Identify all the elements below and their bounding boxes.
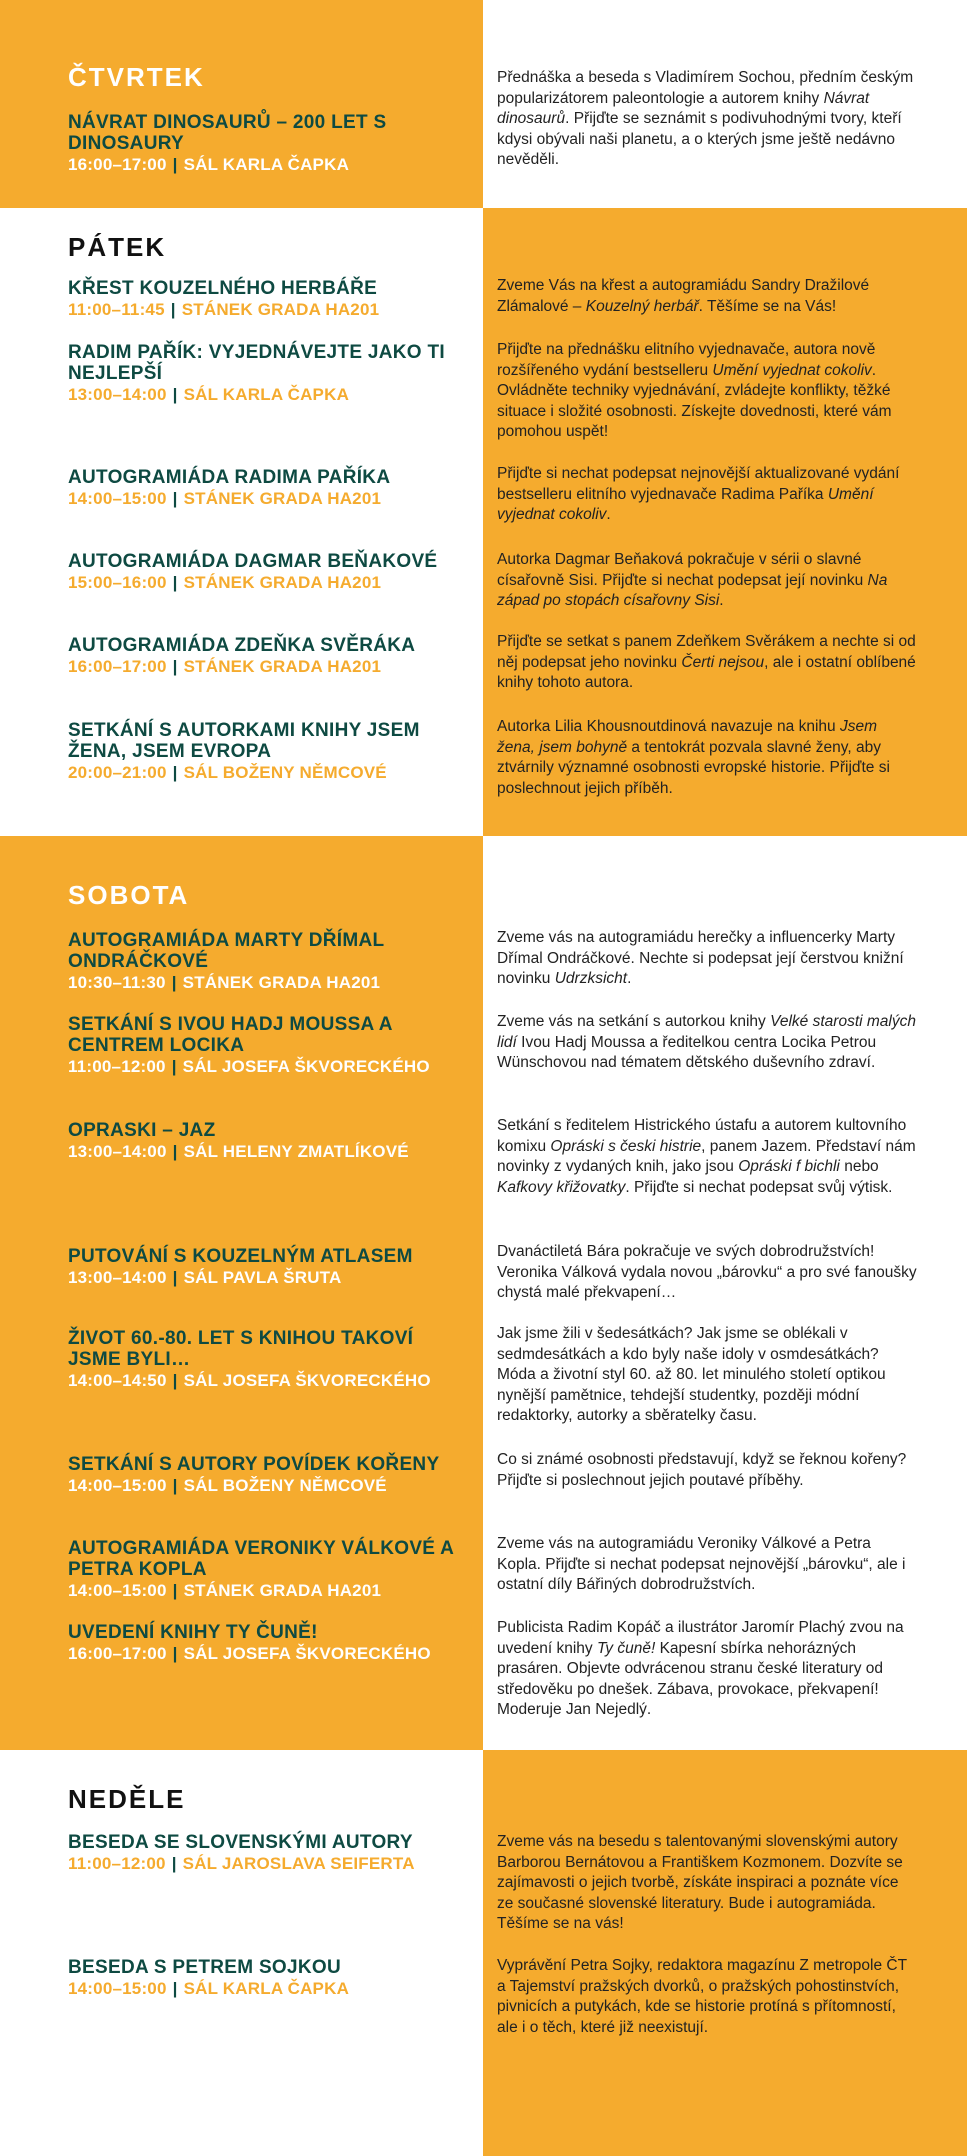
event-time: 14:00–15:00 bbox=[68, 1476, 167, 1495]
event-time: 10:30–11:30 bbox=[68, 973, 166, 992]
event-place: SÁL PAVLA ŠRUTA bbox=[183, 1268, 342, 1287]
separator: | bbox=[172, 155, 178, 174]
event-description bbox=[497, 1450, 917, 1491]
separator: | bbox=[172, 1979, 178, 1998]
event-meta bbox=[68, 299, 468, 320]
desc-text: . Těšíme se na Vás! bbox=[698, 297, 837, 315]
event-place: SÁL KARLA ČAPKA bbox=[183, 1979, 350, 1998]
day-heading: NEDĚLE bbox=[68, 1784, 186, 1814]
desc-text: Dvanáctiletá Bára pokračuje ve svých dobrodružstvích! Veronika Válková vydala novou „bárovku“ a pro své fanoušky chystá malé překvapení… bbox=[497, 1243, 917, 1301]
separator: | bbox=[172, 1476, 178, 1495]
italic-title: Čerti nejsou bbox=[681, 653, 765, 671]
event-title: RADIM PAŘÍK: VYJEDNÁVEJTE JAKO TI NEJLEPŠÍ bbox=[68, 342, 445, 384]
event-time: 13:00–14:00 bbox=[68, 1268, 167, 1287]
event-time: 14:00–15:00 bbox=[68, 1979, 167, 1998]
event-place: STÁNEK GRADA HA201 bbox=[182, 973, 381, 992]
separator: | bbox=[171, 1854, 177, 1873]
separator: | bbox=[172, 385, 178, 404]
desc-text: . bbox=[627, 970, 632, 987]
event-title: PUTOVÁNÍ S KOUZELNÝM ATLASEM bbox=[68, 1246, 413, 1267]
event bbox=[68, 1246, 468, 1288]
event-description bbox=[497, 1956, 917, 2038]
saturday-left-column bbox=[0, 836, 483, 1750]
event-meta bbox=[68, 384, 468, 405]
event-meta bbox=[68, 1978, 468, 1999]
desc-text: Setkání s ředitelem Histrického ústafu a autorem kultovního komixu bbox=[497, 1117, 907, 1155]
section-friday bbox=[0, 208, 967, 836]
event-meta bbox=[68, 1580, 468, 1601]
italic-title: Opráski f bichli bbox=[738, 1158, 840, 1175]
desc-text: Kapesní sbírka nehorázných prasáren. Objevte odvrácenou stranu české literatury od středověku po dnešek. Zábava, provokace, překvapení! Moderuje Jan Nejedlý. bbox=[497, 1639, 883, 1718]
event-description bbox=[497, 1618, 917, 1721]
separator: | bbox=[172, 1581, 178, 1600]
event bbox=[68, 112, 468, 175]
italic-title: Návrat dinosaurů bbox=[497, 89, 870, 127]
desc-text: Přijďte si nechat podepsat nejnovější aktualizované vydání bestselleru elitního vyjednavače Radima Paříka bbox=[497, 465, 900, 503]
friday-left-column bbox=[0, 208, 483, 836]
section-sunday bbox=[0, 1750, 967, 2156]
event-title: AUTOGRAMIÁDA RADIMA PAŘÍKA bbox=[68, 467, 391, 488]
italic-title: Velké starosti malých lidí bbox=[497, 1013, 916, 1051]
event-meta bbox=[68, 1267, 468, 1288]
event-title: AUTOGRAMIÁDA MARTY DŘÍMAL ONDRÁČKOVÉ bbox=[68, 930, 385, 972]
desc-text: , ale i ostatní oblíbené knihy tohoto autora. bbox=[497, 653, 916, 691]
event-description bbox=[497, 464, 917, 526]
event-place: SÁL BOŽENY NĚMCOVÉ bbox=[183, 1476, 387, 1495]
separator: | bbox=[171, 973, 177, 992]
separator: | bbox=[172, 1268, 178, 1287]
event-description bbox=[497, 1012, 917, 1074]
event bbox=[68, 551, 468, 593]
event-meta bbox=[68, 762, 468, 783]
event-description bbox=[497, 1116, 917, 1198]
separator: | bbox=[172, 1142, 178, 1161]
event-title: NÁVRAT DINOSAURŮ – 200 LET S DINOSAURY bbox=[68, 112, 387, 154]
event-description bbox=[497, 550, 917, 612]
event-place: SÁL BOŽENY NĚMCOVÉ bbox=[183, 763, 387, 782]
event-meta bbox=[68, 1141, 468, 1162]
desc-text: . Přijďte si nechat podepsat svůj výtisk. bbox=[625, 1178, 893, 1196]
event-time: 20:00–21:00 bbox=[68, 763, 167, 782]
event bbox=[68, 1957, 468, 1999]
separator: | bbox=[172, 657, 178, 676]
event-title: OPRASKI – JAZ bbox=[68, 1120, 216, 1141]
separator: | bbox=[172, 1644, 178, 1663]
event bbox=[68, 1454, 468, 1496]
section-saturday bbox=[0, 836, 967, 1750]
separator: | bbox=[172, 489, 178, 508]
event-time: 11:00–11:45 bbox=[68, 300, 165, 319]
italic-title: Ty čuně! bbox=[596, 1639, 656, 1657]
desc-text: . bbox=[606, 506, 611, 523]
event-meta bbox=[68, 972, 468, 993]
event-place: SÁL HELENY ZMATLÍKOVÉ bbox=[183, 1142, 409, 1161]
event bbox=[68, 467, 468, 509]
event-title: AUTOGRAMIÁDA VERONIKY VÁLKOVÉ A PETRA KOPLA bbox=[68, 1538, 454, 1580]
event-description bbox=[497, 68, 917, 171]
separator: | bbox=[170, 300, 176, 319]
desc-text: Autorka Dagmar Beňaková pokračuje v sérii o slavné císařovně Sisi. Přijďte si nechat podepsat její novinku bbox=[497, 551, 868, 589]
event-meta bbox=[68, 1475, 468, 1496]
desc-text: Přednáška a beseda s Vladimírem Sochou, předním českým popularizátorem paleontologie a autorem knihy bbox=[497, 69, 914, 107]
event-place: SÁL JAROSLAVA SEIFERTA bbox=[182, 1854, 415, 1873]
day-heading: PÁTEK bbox=[68, 232, 167, 262]
desc-text: Zveme vás na autogramiádu Veroniky Válkové a Petra Kopla. Přijďte si nechat podepsat nejnovější „bárovku“, ale i ostatní díly Bářiných dobrodružstvích. bbox=[497, 1535, 906, 1593]
italic-title: Udrzksicht bbox=[554, 970, 628, 987]
separator: | bbox=[172, 1371, 178, 1390]
event-time: 14:00–15:00 bbox=[68, 1581, 167, 1600]
event-meta bbox=[68, 1056, 468, 1077]
event bbox=[68, 635, 468, 677]
event-title: AUTOGRAMIÁDA DAGMAR BEŇAKOVÉ bbox=[68, 551, 438, 572]
event-description bbox=[497, 1242, 917, 1304]
event-title: SETKÁNÍ S IVOU HADJ MOUSSA A CENTREM LOCIKA bbox=[68, 1014, 393, 1056]
event-meta bbox=[68, 154, 468, 175]
desc-text: Vyprávění Petra Sojky, redaktora magazínu Z metropole ČT a Tajemství pražských dvorků, o pražských pohostinstvích, pivnicích a putykách, kde se historie protíná s přítomností, ale i o těch, které již neexistují. bbox=[497, 1957, 907, 2036]
event-title: KŘEST KOUZELNÉHO HERBÁŘE bbox=[68, 278, 378, 299]
desc-text: Ivou Hadj Moussa a ředitelkou centra Locika Petrou Wünschovou nad tématem dětského duševního zdraví. bbox=[497, 1033, 877, 1071]
event bbox=[68, 1832, 468, 1874]
event-meta bbox=[68, 488, 468, 509]
separator: | bbox=[172, 763, 178, 782]
event-place: STÁNEK GRADA HA201 bbox=[183, 1581, 382, 1600]
desc-text: Autorka Lilia Khousnoutdinová navazuje na knihu bbox=[497, 718, 840, 735]
event-title: ŽIVOT 60.-80. LET S KNIHOU TAKOVÍ JSME BYLI… bbox=[68, 1328, 414, 1370]
event-time: 13:00–14:00 bbox=[68, 385, 167, 404]
event bbox=[68, 720, 468, 783]
event-meta bbox=[68, 1853, 468, 1874]
event-place: STÁNEK GRADA HA201 bbox=[183, 573, 382, 592]
desc-text: Přijďte se setkat s panem Zdeňkem Svěrákem a nechte si od něj podepsat jeho novinku bbox=[497, 633, 916, 671]
desc-text: Zveme Vás na křest a autogramiádu Sandry Dražilové Zlámalové – bbox=[497, 277, 870, 315]
event-place: SÁL KARLA ČAPKA bbox=[183, 385, 350, 404]
event-place: STÁNEK GRADA HA201 bbox=[181, 300, 380, 319]
event-meta bbox=[68, 1370, 468, 1391]
italic-title: Kafkovy křižovatky bbox=[497, 1178, 626, 1196]
event-meta bbox=[68, 656, 468, 677]
desc-text: Zveme vás na autogramiádu herečky a influencerky Marty Dřímal Ondráčkové. Nechte si podepsat její čerstvou knižní novinku bbox=[497, 929, 904, 987]
event-description bbox=[497, 1534, 917, 1596]
event bbox=[68, 1538, 468, 1601]
event-meta bbox=[68, 1643, 468, 1664]
event-time: 11:00–12:00 bbox=[68, 1057, 166, 1076]
event bbox=[68, 1120, 468, 1162]
event-description bbox=[497, 632, 917, 694]
event-title: UVEDENÍ KNIHY TY ČUNĚ! bbox=[68, 1622, 318, 1643]
event bbox=[68, 1014, 468, 1077]
event-time: 14:00–15:00 bbox=[68, 489, 167, 508]
event bbox=[68, 1328, 468, 1391]
sunday-left-column bbox=[0, 1750, 483, 2156]
desc-text: . bbox=[719, 592, 724, 609]
italic-title: Opráski s česki histrie bbox=[550, 1137, 702, 1155]
italic-title: Umění vyjednat cokoliv bbox=[712, 361, 872, 379]
event-title: BESEDA SE SLOVENSKÝMI AUTORY bbox=[68, 1832, 413, 1853]
event-description bbox=[497, 1832, 917, 1935]
event-place: SÁL KARLA ČAPKA bbox=[183, 155, 350, 174]
event-time: 15:00–16:00 bbox=[68, 573, 167, 592]
day-heading: SOBOTA bbox=[68, 880, 190, 910]
desc-text: Zveme vás na besedu s talentovanými slovenskými autory Barborou Bernátovou a Františkem Kozmonem. Dozvíte se zajímavosti o jejich tvorbě, získáte inspiraci a poznáte více ze současné slovenské literatury. Bude i autogramiáda. Těšíme se na vás! bbox=[497, 1833, 903, 1932]
event-description bbox=[497, 340, 917, 443]
desc-text: Publicista Radim Kopáč a ilustrátor Jaromír Plachý zvou na uvedení knihy bbox=[497, 1619, 904, 1657]
event-description bbox=[497, 928, 917, 990]
italic-title: Jsem žena, jsem bohyně bbox=[497, 718, 878, 756]
event-place: SÁL JOSEFA ŠKVORECKÉHO bbox=[183, 1644, 431, 1663]
event-title: SETKÁNÍ S AUTORKAMI KNIHY JSEM ŽENA, JSEM EVROPA bbox=[68, 720, 420, 762]
event-time: 14:00–14:50 bbox=[68, 1371, 167, 1390]
event bbox=[68, 1622, 468, 1664]
event-time: 16:00–17:00 bbox=[68, 1644, 167, 1663]
event-description bbox=[497, 717, 917, 799]
event-meta bbox=[68, 572, 468, 593]
event-description bbox=[497, 276, 917, 317]
desc-text: a tentokrát pozvala slavné ženy, aby ztvárnily významné osobnosti evropské historie. Přijďte si poslechnout jejich příběh. bbox=[497, 738, 890, 797]
separator: | bbox=[171, 1057, 177, 1076]
desc-text: . Přijďte se seznámit s podivuhodnými tvory, kteří kdysi obývali naši planetu, a o kterých jsme ještě nedávno nevěděli. bbox=[497, 110, 902, 168]
desc-text: nebo bbox=[839, 1158, 879, 1175]
event-description bbox=[497, 1324, 917, 1427]
event-time: 13:00–14:00 bbox=[68, 1142, 167, 1161]
event-title: AUTOGRAMIÁDA ZDEŇKA SVĚRÁKA bbox=[68, 635, 416, 656]
desc-text: Co si známé osobnosti představují, když se řeknou kořeny? Přijďte si poslechnout jejich poutavé příběhy. bbox=[497, 1451, 907, 1489]
event bbox=[68, 278, 468, 320]
event bbox=[68, 342, 468, 405]
event bbox=[68, 930, 468, 993]
event-time: 11:00–12:00 bbox=[68, 1854, 166, 1873]
desc-text: , panem Jazem. Představí nám novinky z vydaných knih, jako jsou bbox=[497, 1137, 916, 1175]
thursday-left-column bbox=[0, 0, 483, 208]
italic-title: Na západ po stopách císařovny Sisi bbox=[497, 571, 888, 609]
desc-text: Jak jsme žili v šedesátkách? Jak jsme se oblékali v sedmdesátkách a kdo byly naše idoly v osmdesátkách? Móda a životní styl 60. až 80. let minulého století optikou nynější pamětnice, tehdejší studentky, později módní redaktorky, autorky a sběratelky času. bbox=[497, 1325, 886, 1424]
event-time: 16:00–17:00 bbox=[68, 155, 167, 174]
italic-title: Kouzelný herbář bbox=[585, 297, 699, 315]
event-title: BESEDA S PETREM SOJKOU bbox=[68, 1957, 341, 1978]
italic-title: Umění vyjednat cokoliv bbox=[497, 485, 874, 523]
event-time: 16:00–17:00 bbox=[68, 657, 167, 676]
event-place: STÁNEK GRADA HA201 bbox=[183, 489, 382, 508]
desc-text: . Ovládněte techniky vyjednávání, zvládejte konflikty, těžké situace i složité osobnosti. Získejte dovednosti, které vám pomohou uspět! bbox=[497, 361, 892, 440]
sunday-right-column bbox=[483, 1750, 967, 2156]
desc-text: Přijďte na přednášku elitního vyjednavače, autora nově rozšířeného vydání bestselleru bbox=[497, 341, 876, 379]
event-place: STÁNEK GRADA HA201 bbox=[183, 657, 382, 676]
desc-text: Zveme vás na setkání s autorkou knihy bbox=[497, 1013, 771, 1030]
event-title: SETKÁNÍ S AUTORY POVÍDEK KOŘENY bbox=[68, 1454, 440, 1475]
event-place: SÁL JOSEFA ŠKVORECKÉHO bbox=[182, 1057, 430, 1076]
separator: | bbox=[172, 573, 178, 592]
day-heading: ČTVRTEK bbox=[68, 62, 205, 92]
section-thursday bbox=[0, 0, 967, 208]
event-place: SÁL JOSEFA ŠKVORECKÉHO bbox=[183, 1371, 431, 1390]
